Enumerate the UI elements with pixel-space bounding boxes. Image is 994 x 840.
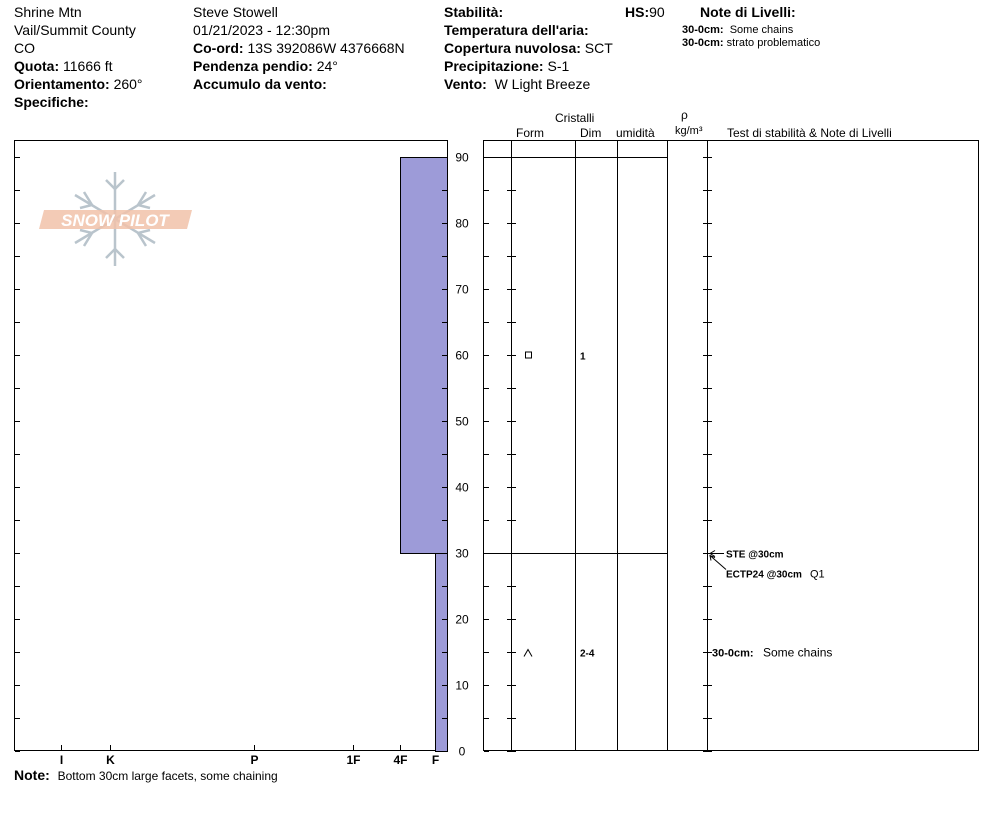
sky-value: SCT [584, 40, 613, 56]
snowpilot-logo [39, 172, 192, 266]
test-label: STE @30cm [726, 549, 784, 561]
y-tick-label: 10 [455, 678, 469, 693]
elevation-value: 11666 ft [63, 58, 113, 74]
layer-notes-title: Note di Livelli: [700, 4, 796, 20]
wind-value: W Light Breeze [494, 76, 591, 92]
form-header: Form [516, 126, 544, 140]
square-icon [526, 352, 532, 358]
x-tick-label: K [106, 753, 115, 767]
state: CO [14, 40, 35, 56]
crystal-size-label: 1 [580, 351, 586, 363]
x-tick-label: 1F [346, 753, 361, 767]
hardness-layer-bar [401, 158, 448, 554]
x-tick-label: F [431, 753, 440, 767]
y-tick-label: 30 [455, 546, 469, 561]
note-label: Note: [14, 767, 50, 783]
aspect-label: Orientamento: [14, 76, 110, 92]
x-tick-label: 4F [393, 753, 408, 767]
y-tick-label: 20 [455, 612, 469, 627]
specifics-label: Specifiche: [14, 94, 89, 110]
hs-value: 90 [649, 4, 665, 20]
layer-note-range: 30-0cm: [682, 37, 724, 49]
logo-text: SNOW PILOT [61, 211, 169, 230]
layer-note-text: Some chains [729, 24, 794, 36]
slope-value: 24° [316, 58, 338, 74]
slope-label: Pendenza pendio: [193, 58, 313, 74]
observer-name: Steve Stowell [193, 4, 278, 20]
density-unit-header: kg/m³ [675, 125, 703, 137]
layer-note-text: strato problematico [726, 37, 821, 49]
y-tick-label: 80 [455, 216, 469, 231]
rho-header: ρ [681, 108, 688, 122]
x-tick-label: P [250, 753, 259, 767]
location-name: Shrine Mtn [14, 4, 82, 20]
caret-icon [524, 650, 532, 657]
y-tick-label: 60 [455, 348, 469, 363]
coord-label: Co-ord: [193, 40, 244, 56]
aspect-value: 260° [113, 76, 143, 92]
note-row [14, 767, 278, 784]
precip-label: Precipitazione: [444, 58, 544, 74]
test-label: ECTP24 @30cm [726, 569, 802, 581]
test-arrow [710, 556, 726, 570]
test-quality: Q1 [810, 568, 825, 581]
tests-notes-header: Test di stabilità & Note di Livelli [727, 126, 892, 140]
crystals-header: Cristalli [555, 111, 595, 125]
hs-label: HS: [625, 4, 650, 20]
layer-note-range: 30-0cm: [682, 24, 724, 36]
note-text: Bottom 30cm large facets, some chaining [57, 769, 278, 783]
wind-label: Vento: [444, 76, 487, 92]
y-tick-label: 70 [455, 282, 469, 297]
precip-value: S-1 [547, 58, 570, 74]
moisture-header: umidità [616, 126, 655, 140]
wind-loading-label: Accumulo da vento: [193, 76, 327, 92]
layer-comment-range: 30-0cm: [712, 647, 754, 660]
air-temp-label: Temperatura dell'aria: [444, 22, 589, 38]
y-tick-label: 90 [455, 150, 469, 165]
y-tick-label: 40 [455, 480, 469, 495]
mountain-range: Vail/Summit County [14, 22, 136, 38]
stability-label: Stabilità: [444, 4, 504, 20]
elevation-label: Quota: [14, 58, 60, 74]
size-header: Dim [580, 126, 602, 140]
crystal-size-label: 2-4 [580, 648, 595, 660]
y-tick-label: 50 [455, 414, 469, 429]
sky-label: Copertura nuvolosa: [444, 40, 581, 56]
hardness-plot-frame [15, 141, 448, 751]
observation-datetime: 01/21/2023 - 12:30pm [193, 22, 330, 38]
layer-comment-text: Some chains [763, 645, 833, 660]
y-tick-label: 0 [458, 744, 466, 759]
coord-value: 13S 392086W 4376668N [247, 40, 405, 56]
x-tick-label: I [59, 753, 64, 767]
